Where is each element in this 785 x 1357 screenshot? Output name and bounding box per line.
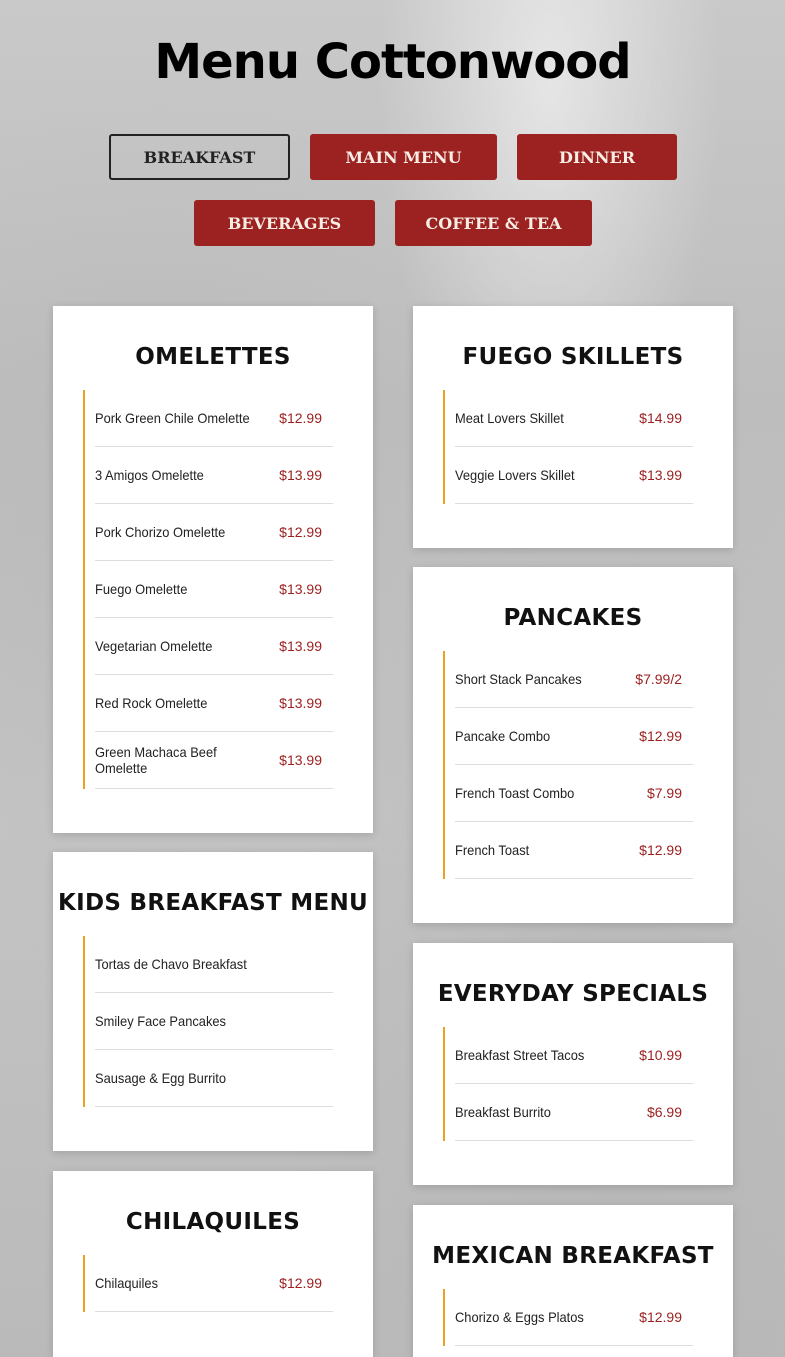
- menu-item-price: $6.99: [646, 1104, 682, 1120]
- menu-item-price: $13.99: [279, 581, 322, 597]
- menu-item-price: $12.99: [639, 1309, 682, 1325]
- item-list: [443, 390, 693, 504]
- item-list: [83, 390, 333, 789]
- menu-item-price: $12.99: [279, 1275, 322, 1291]
- menu-item: [455, 447, 693, 504]
- menu-item: [95, 936, 333, 993]
- section-title: FUEGO SKILLETS: [462, 344, 684, 370]
- menu-item: [455, 390, 693, 447]
- menu-card-specials: [413, 943, 733, 1185]
- menu-item-name: Red Rock Omelette: [95, 695, 208, 711]
- menu-item-name: 3 Amigos Omelette: [95, 467, 204, 483]
- item-list: [443, 1289, 693, 1346]
- menu-item: [455, 1027, 693, 1084]
- menu-item-name: Green Machaca Beef Omelette: [95, 744, 217, 776]
- menu-card-pancakes: [413, 567, 733, 923]
- menu-item: [95, 1050, 333, 1107]
- menu-item-name: Smiley Face Pancakes: [95, 1013, 227, 1029]
- section-title: PANCAKES: [503, 605, 643, 631]
- menu-item: [95, 561, 333, 618]
- menu-item-price: $12.99: [639, 728, 682, 744]
- menu-card-omelettes: [53, 306, 373, 833]
- menu-item-name: French Toast Combo: [455, 785, 575, 801]
- menu-card-mexican: [413, 1205, 733, 1357]
- menu-item: [95, 732, 333, 789]
- menu-item: [95, 618, 333, 675]
- menu-item-name: Short Stack Pancakes: [455, 671, 582, 687]
- menu-item-name: Sausage & Egg Burrito: [95, 1070, 227, 1086]
- page-title: Menu Cottonwood: [154, 34, 631, 90]
- section-title: OMELETTES: [135, 344, 291, 370]
- menu-item-price: $13.99: [279, 752, 322, 768]
- menu-item-price: $12.99: [279, 524, 322, 540]
- section-title: CHILAQUILES: [125, 1209, 301, 1235]
- menu-item: [455, 822, 693, 879]
- menu-item-name: Pancake Combo: [455, 728, 551, 744]
- item-list: [443, 651, 693, 879]
- tab-coffee-tea[interactable]: COFFEE & TEA: [395, 200, 592, 246]
- menu-item: [455, 1084, 693, 1141]
- menu-item-price: $14.99: [639, 410, 682, 426]
- section-title: EVERYDAY SPECIALS: [437, 981, 709, 1007]
- tab-main-menu[interactable]: MAIN MENU: [310, 134, 497, 180]
- item-list: [83, 936, 333, 1107]
- menu-item-price: $13.99: [279, 638, 322, 654]
- tab-breakfast[interactable]: BREAKFAST: [109, 134, 290, 180]
- menu-item-name: Fuego Omelette: [95, 581, 188, 597]
- menu-item: [95, 447, 333, 504]
- menu-item-name: Pork Green Chile Omelette: [95, 410, 250, 426]
- menu-item-price: $7.99/2: [635, 671, 682, 687]
- menu-item-price: $13.99: [279, 467, 322, 483]
- item-list: [443, 1027, 693, 1141]
- menu-item-price: $12.99: [279, 410, 322, 426]
- menu-item-name: Breakfast Burrito: [455, 1104, 551, 1120]
- menu-item-name: Tortas de Chavo Breakfast: [95, 956, 247, 972]
- menu-item-name: Chorizo & Eggs Platos: [455, 1309, 584, 1325]
- menu-item-name: Veggie Lovers Skillet: [455, 467, 575, 483]
- menu-item: [455, 1289, 693, 1346]
- menu-item: [95, 504, 333, 561]
- menu-item: [95, 1255, 333, 1312]
- menu-card-kids: [53, 852, 373, 1151]
- menu-item: [95, 390, 333, 447]
- menu-item-name: Pork Chorizo Omelette: [95, 524, 226, 540]
- menu-item: [95, 675, 333, 732]
- tab-dinner[interactable]: DINNER: [517, 134, 677, 180]
- menu-item-price: $13.99: [279, 695, 322, 711]
- menu-item-price: $12.99: [639, 842, 682, 858]
- section-title: MEXICAN BREAKFAST: [432, 1243, 714, 1269]
- menu-item-price: $10.99: [639, 1047, 682, 1063]
- menu-item-name: Vegetarian Omelette: [95, 638, 213, 654]
- menu-item: [95, 993, 333, 1050]
- menu-item-name: French Toast: [455, 842, 530, 858]
- tab-beverages[interactable]: BEVERAGES: [194, 200, 375, 246]
- menu-item: [455, 651, 693, 708]
- menu-item-name: Breakfast Street Tacos: [455, 1047, 585, 1063]
- menu-item-price: $13.99: [639, 467, 682, 483]
- menu-card-skillets: [413, 306, 733, 548]
- section-title: KIDS BREAKFAST MENU: [58, 890, 368, 916]
- menu-item: [455, 708, 693, 765]
- menu-item: [455, 765, 693, 822]
- menu-item-name: Chilaquiles: [95, 1275, 159, 1291]
- menu-item-price: $7.99: [646, 785, 682, 801]
- item-list: [83, 1255, 333, 1312]
- menu-card-chilaquiles: [53, 1171, 373, 1357]
- menu-item-name: Meat Lovers Skillet: [455, 410, 564, 426]
